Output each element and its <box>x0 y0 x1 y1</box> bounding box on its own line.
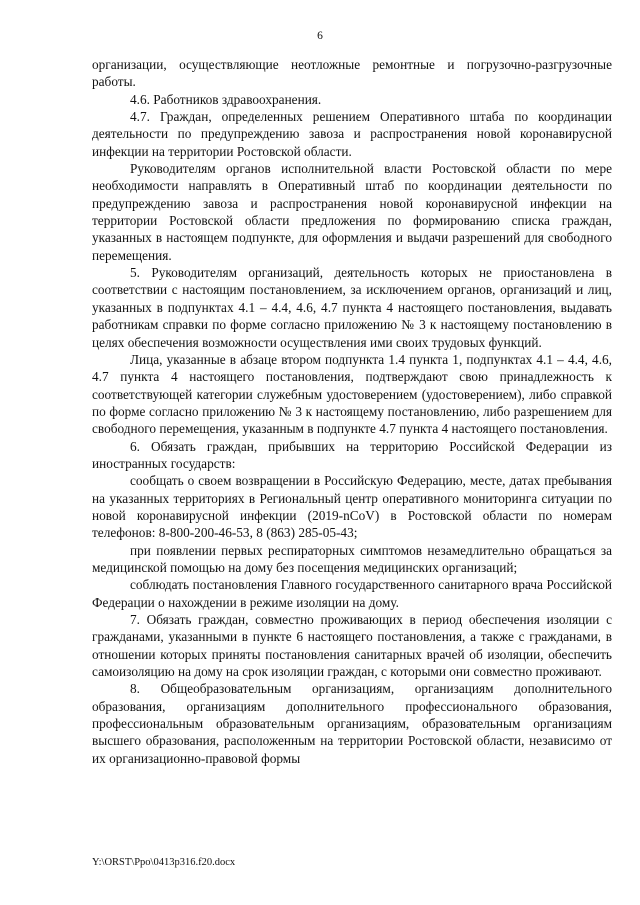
paragraph-4-6: 4.6. Работников здравоохранения. <box>130 91 322 107</box>
paragraph-report-return: сообщать о своем возвращении в Российскую Федерацию, месте, датах пребывания на указанных территориях в Региональный центр оперативного мониторинга ситуации по новой коронавирусной инфекции (2019-nCoV) в Ростовской области по номерам телефонов: 8-800-200-46-53, 8 (863) 285-05-43; <box>92 473 612 541</box>
paragraph-persons-confirm: Лица, указанные в абзаце втором подпункта 1.4 пункта 1, подпунктах 4.1 – 4.4, 4.6, 4.7 пункта 4 настоящего постановления, подтверждают свою принадлежность к соответствующей категории служебным удостоверением (удостоверением), либо справкой по форме согласно приложению № 3 к настоящему постановлению, либо разрешением для свободного перемещения, указанным в подпункте 4.7 пункта 4 настоящего постановления. <box>92 351 612 437</box>
paragraph-continuation: организации, осуществляющие неотложные ремонтные и погрузочно-разгрузочные работы. <box>92 57 612 90</box>
paragraph-executive-heads: Руководителям органов исполнительной власти Ростовской области по мере необходимости направлять в Оперативный штаб по координации деятельности по предупреждению завоза и распространения новой коронавирусной инфекции на территории Ростовской области предложения по формированию списка граждан, указанных в настоящем подпункте, для оформления и выдачи разрешений для свободного перемещения. <box>92 161 612 263</box>
footer-file-path: Y:\ORST\Ppo\0413p316.f20.docx <box>92 857 236 868</box>
page-number: 6 <box>317 30 323 42</box>
paragraph-7: 7. Обязать граждан, совместно проживающих в период обеспечения изоляции с гражданами, указанными в пункте 6 настоящего постановления, а также с гражданами, в отношении которых приняты постановления санитарных врачей об изоляции, обеспечить самоизоляцию на дому на срок изоляции граждан, с которыми они совместно проживают. <box>92 612 612 680</box>
paragraph-sanitary-rules: соблюдать постановления Главного государственного санитарного врача Российской Федерации о нахождении в режиме изоляции на дому. <box>92 577 612 610</box>
paragraph-symptoms: при появлении первых респираторных симптомов незамедлительно обращаться за медицинской помощью на дому без посещения медицинских организаций; <box>92 542 612 575</box>
document-body <box>92 56 612 767</box>
paragraph-8: 8. Общеобразовательным организациям, организациям дополнительного образования, организациям дополнительного профессионального образования, профессиональным образовательным организациям, образовательным организациям высшего образования, расположенным на территории Ростовской области, независимо от их организационно-правовой формы <box>92 681 612 766</box>
paragraph-5: 5. Руководителям организаций, деятельность которых не приостановлена в соответствии с настоящим постановлением, за исключением органов, организаций и лиц, указанных в подпунктах 4.1 – 4.4, 4.6, 4.7 пункта 4 настоящего постановления, выдавать работникам справки по форме согласно приложению № 3 к настоящему постановлению в целях обеспечения возможности осуществления ими своих трудовых функций. <box>92 265 612 350</box>
paragraph-6: 6. Обязать граждан, прибывших на территорию Российской Федерации из иностранных государств: <box>92 438 612 471</box>
paragraph-4-7: 4.7. Граждан, определенных решением Оперативного штаба по координации деятельности по предупреждению завоза и распространения новой коронавирусной инфекции на территории Ростовской области. <box>92 109 612 159</box>
